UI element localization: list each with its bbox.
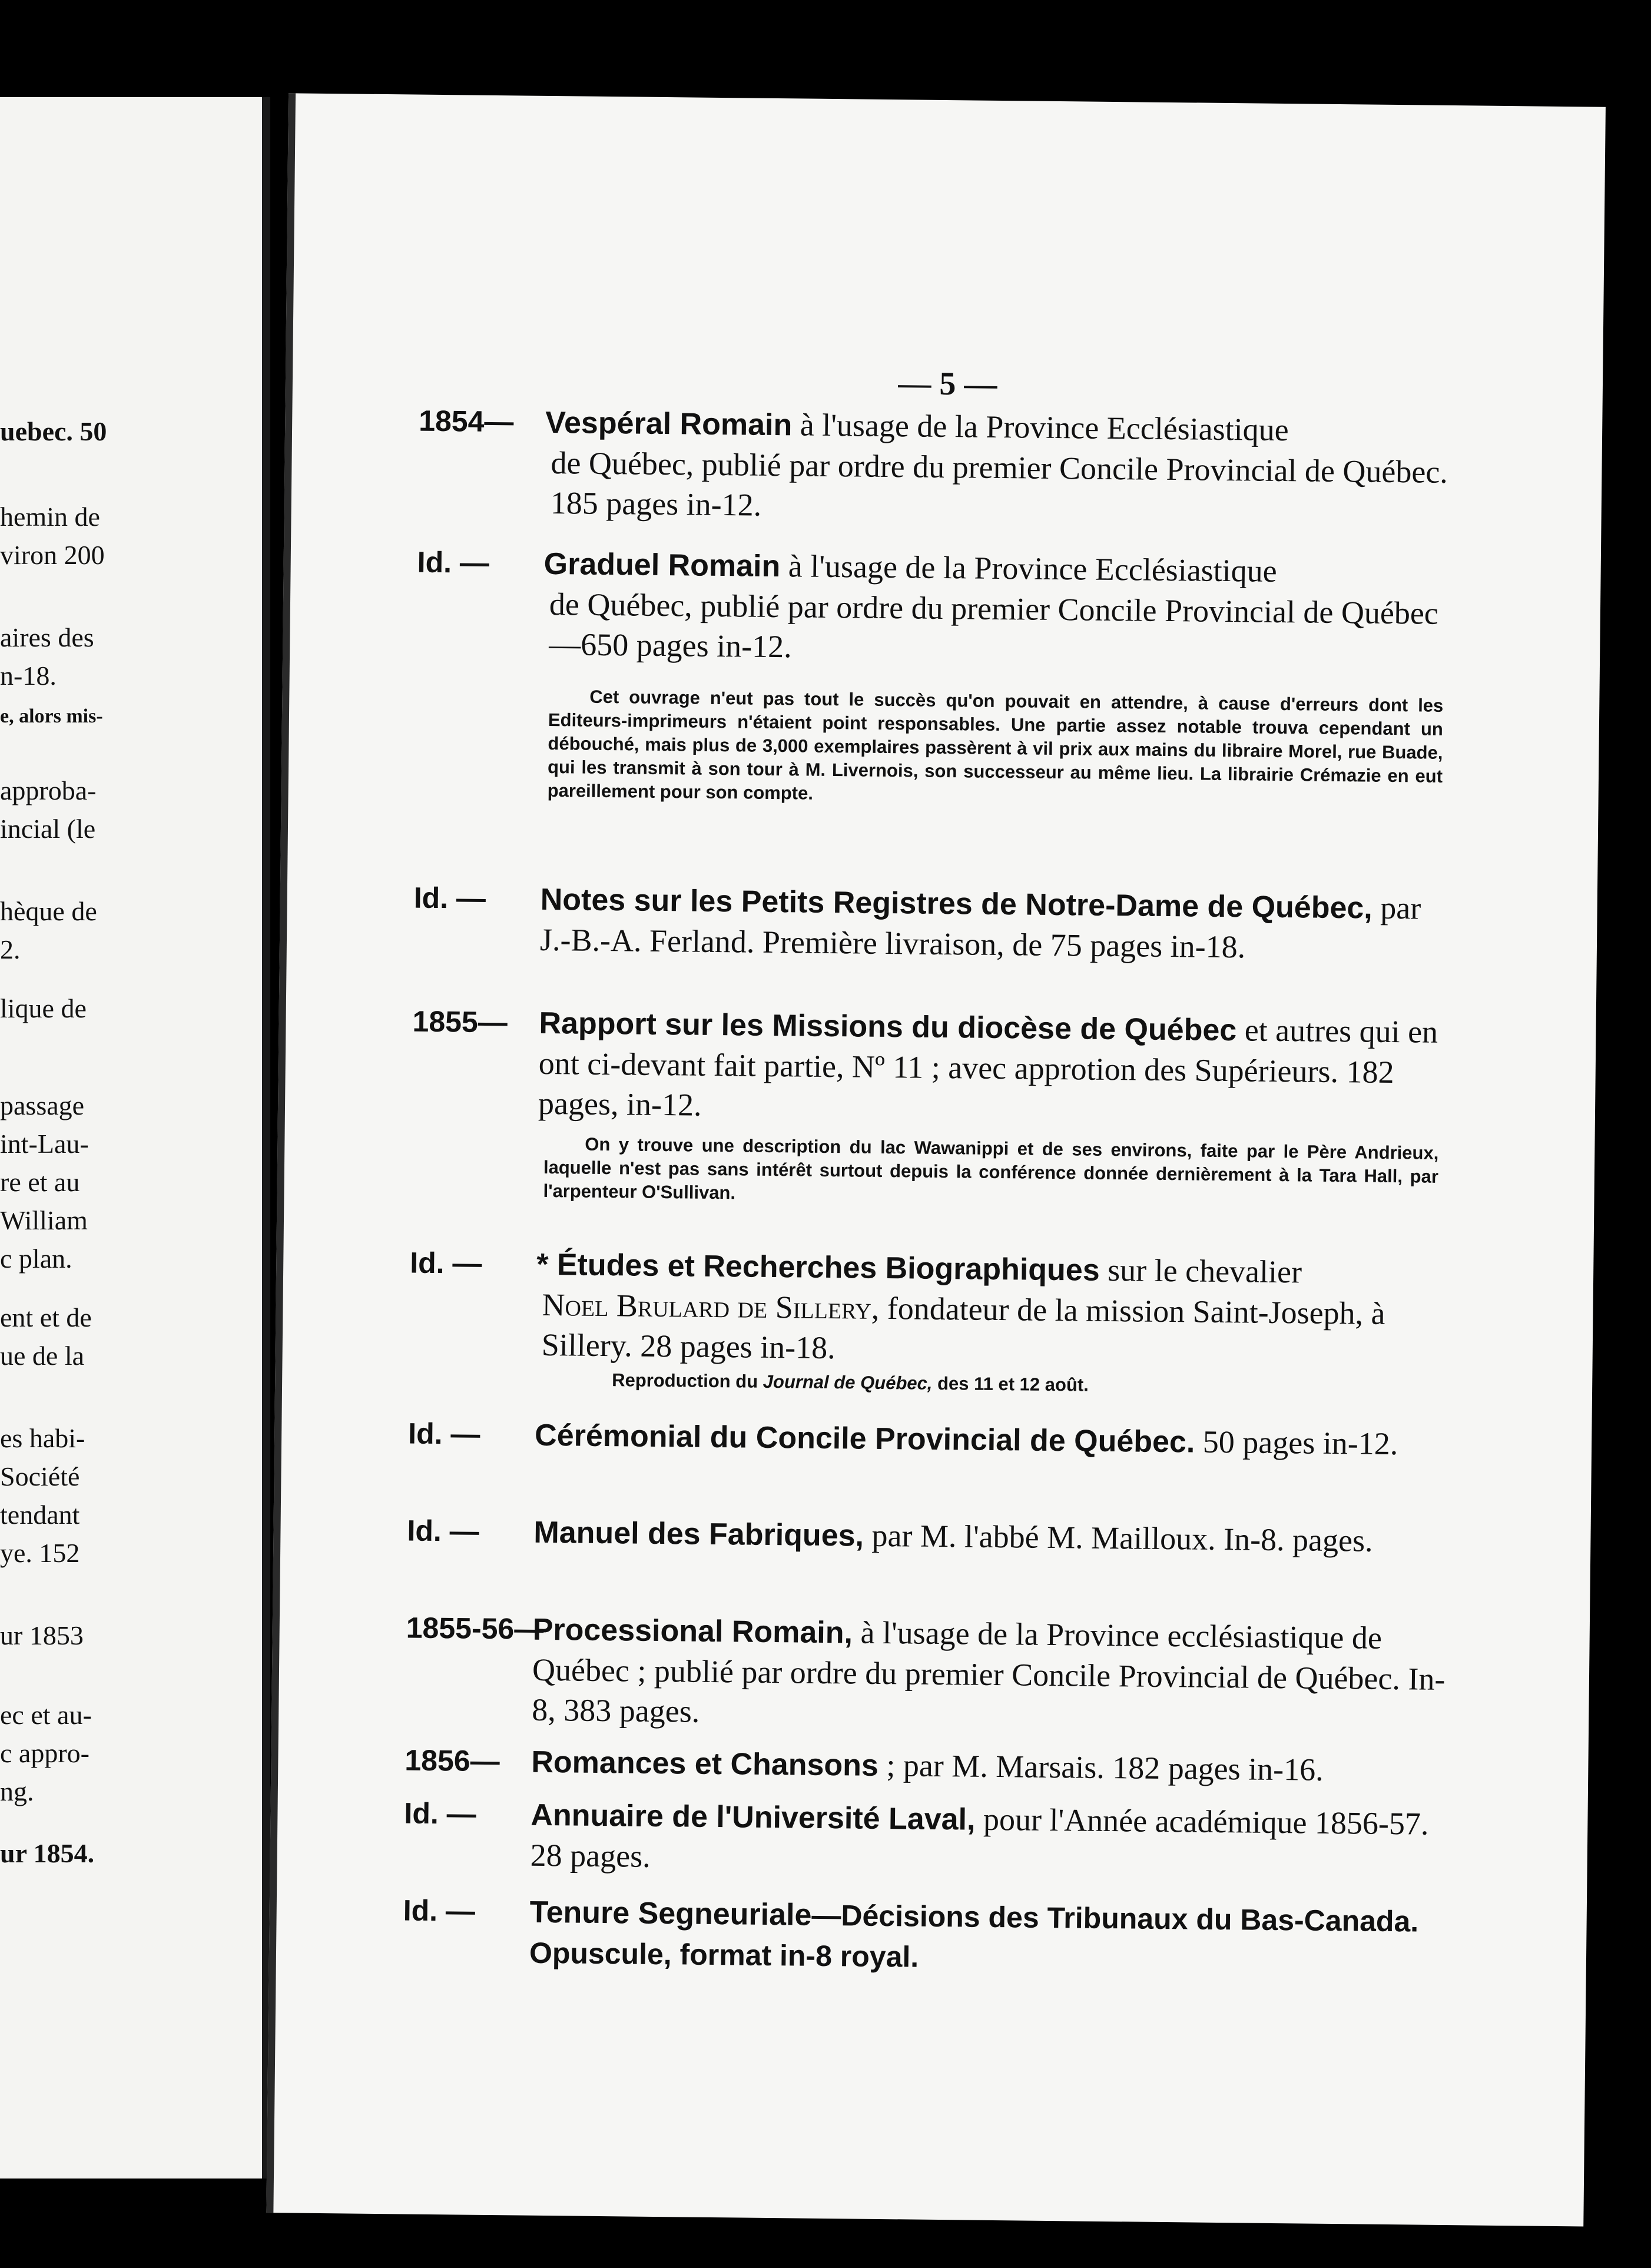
bibliography-entry bbox=[409, 1243, 1452, 1375]
entry-title: Notes sur les Petits Registres de Notre-Dame de Québec, bbox=[540, 882, 1373, 926]
bibliography-entry bbox=[405, 1608, 1448, 1740]
left-page-line: ent et de bbox=[0, 1302, 92, 1332]
left-page-line: ye. 152 bbox=[0, 1538, 80, 1568]
entry-year: 1854— bbox=[418, 404, 514, 439]
entry-text: sur le chevalier bbox=[1099, 1252, 1302, 1290]
left-page-line: approba- bbox=[0, 775, 97, 805]
previous-page-fragment bbox=[0, 97, 270, 2179]
entry-year: 1855— bbox=[412, 1004, 508, 1039]
entry-continuation: , fondateur de la mission Saint-Joseph, à Sillery. 28 pages in-18. bbox=[541, 1290, 1385, 1366]
left-page-line: e, alors mis- bbox=[0, 705, 103, 727]
left-page-line: n-18. bbox=[0, 661, 57, 691]
bibliography-entry bbox=[416, 542, 1460, 674]
left-page-line: viron 200 bbox=[0, 540, 105, 570]
left-page-line: passage bbox=[0, 1090, 85, 1120]
left-page-line: 2. bbox=[0, 934, 21, 964]
entry-text: —Décisions des Tribunaux du Bas-Canada. Opuscule, format in-8 royal. bbox=[529, 1898, 1419, 1974]
bibliography-entry bbox=[407, 1511, 1450, 1563]
entry-title: Annuaire de l'Université Laval, bbox=[531, 1798, 976, 1837]
left-page-line: aires des bbox=[0, 622, 94, 652]
entry-text: et autres qui en ont ci-devant fait partie, Nº 11 ; avec approtion des Supérieurs. 182 pages, in-12. bbox=[538, 1012, 1438, 1123]
page bbox=[266, 93, 1606, 2226]
entry-text: pour l'Année académique 1856-57. 28 pages. bbox=[530, 1801, 1429, 1874]
bibliography-entry bbox=[412, 1002, 1455, 1133]
entry-year: Id. — bbox=[409, 1246, 482, 1280]
left-page-line: incial (le bbox=[0, 814, 96, 844]
entry-continuation: de Québec, publié par ordre du premier Concile Provincial de Québec —650 pages in-12. bbox=[548, 586, 1439, 665]
left-page-line: hèque de bbox=[0, 896, 97, 926]
bibliography-entry bbox=[408, 1414, 1451, 1465]
left-page-line: ue de la bbox=[0, 1341, 85, 1371]
entry-year: 1855-56— bbox=[406, 1611, 544, 1646]
footnote-text: Reproduction du bbox=[612, 1370, 763, 1392]
left-page-line: ur 1854. bbox=[0, 1838, 95, 1868]
entry-title: Tenure Segneuriale bbox=[529, 1895, 812, 1932]
footnote-source: Journal de Québec, bbox=[762, 1371, 933, 1394]
left-page-line: lique de bbox=[0, 993, 87, 1023]
bibliography-entry bbox=[403, 1793, 1446, 1885]
entry-text: ; par M. Marsais. 182 pages in-16. bbox=[878, 1747, 1324, 1788]
footnote: Cet ouvrage n'eut pas tout le succès qu'on pouvait en attendre, à cause d'erreurs dont les Editeurs-imprimeurs n'étaient point responsables. Une partie assez notable trouva cependant un débouché, mais plus de 3,000 exemplaires passèrent à vil prix aux mains du libraire Morel, rue Buade, qui les transmit à son tour à M. Livernois, son successeur au même lieu. La librairie Crémazie en eut pareillement pour son compte. bbox=[547, 686, 1444, 804]
entry-title: Cérémonial du Concile Provincial de Québec. bbox=[534, 1418, 1195, 1460]
entry-year: Id. — bbox=[407, 1514, 480, 1548]
left-page-line: uebec. 50 bbox=[0, 416, 107, 446]
entry-text: par J.-B.-A. Ferland. Première livraison, de 75 pages in-18. bbox=[539, 890, 1421, 965]
left-page-line: c appro- bbox=[0, 1738, 89, 1768]
entry-title: * Études et Recherches Biographiques bbox=[536, 1247, 1100, 1288]
left-page-line: William bbox=[0, 1205, 88, 1235]
entry-person-name: Noel Brulard de Sillery bbox=[542, 1286, 872, 1326]
bibliography-entry bbox=[405, 1740, 1447, 1792]
bibliography-entry bbox=[413, 878, 1456, 970]
left-page-line: re et au bbox=[0, 1167, 80, 1197]
entry-title: Manuel des Fabriques, bbox=[533, 1515, 864, 1553]
left-page-line: es habi- bbox=[0, 1423, 85, 1453]
left-page-line: ec et au- bbox=[0, 1700, 92, 1730]
entry-title: Vespéral Romain bbox=[545, 405, 793, 443]
left-page-line: tendant bbox=[0, 1500, 80, 1530]
left-page-line: int-Lau- bbox=[0, 1129, 89, 1159]
footnote-text: des 11 et 12 août. bbox=[932, 1372, 1089, 1395]
entry-year: Id. — bbox=[407, 1417, 480, 1451]
entry-year: 1856— bbox=[405, 1743, 500, 1778]
entry-title: Processional Romain, bbox=[532, 1612, 853, 1650]
entry-continuation: de Québec, publié par ordre du premier Concile Provincial de Québec. 185 pages in-12. bbox=[550, 445, 1448, 523]
footnote bbox=[612, 1368, 1436, 1401]
entry-text: à l'usage de la Province Ecclésiastique bbox=[791, 407, 1289, 448]
entry-text: à l'usage de la Province Ecclésiastique bbox=[780, 548, 1278, 589]
entry-year: Id. — bbox=[404, 1796, 476, 1831]
left-page-line: ng. bbox=[0, 1776, 34, 1806]
entry-text: par M. l'abbé M. Mailloux. In-8. pages. bbox=[863, 1517, 1373, 1559]
left-page-line: c plan. bbox=[0, 1244, 72, 1274]
bibliography-entry bbox=[417, 401, 1461, 533]
entry-text: à l'usage de la Province ecclésiastique de Québec ; publié par ordre du premier Concile Provincial de Québec. In-8, 383 pages. bbox=[532, 1614, 1446, 1729]
entry-text: 50 pages in-12. bbox=[1195, 1424, 1398, 1462]
left-page-line: ur 1853 bbox=[0, 1620, 84, 1650]
entry-year: Id. — bbox=[403, 1894, 476, 1928]
entry-title: Romances et Chansons bbox=[531, 1745, 879, 1783]
entry-title: Rapport sur les Missions du diocèse de Québec bbox=[539, 1006, 1237, 1048]
entry-title: Graduel Romain bbox=[543, 546, 781, 584]
left-page-line: Société bbox=[0, 1461, 80, 1491]
footnote: On y trouve une description du lac Wawanippi et de ses environs, faite par le Père Andrieux, laquelle n'est pas sans intérêt surtout depuis la conférence donnée dernièrement à la Tara Hall, par l'arpenteur O'Sullivan. bbox=[543, 1133, 1439, 1203]
entry-year: Id. — bbox=[417, 545, 490, 579]
page-number: — 5 — bbox=[898, 365, 997, 403]
left-page-line: hemin de bbox=[0, 502, 100, 532]
bibliography-entry bbox=[403, 1890, 1446, 1982]
entry-year: Id. — bbox=[413, 881, 486, 915]
